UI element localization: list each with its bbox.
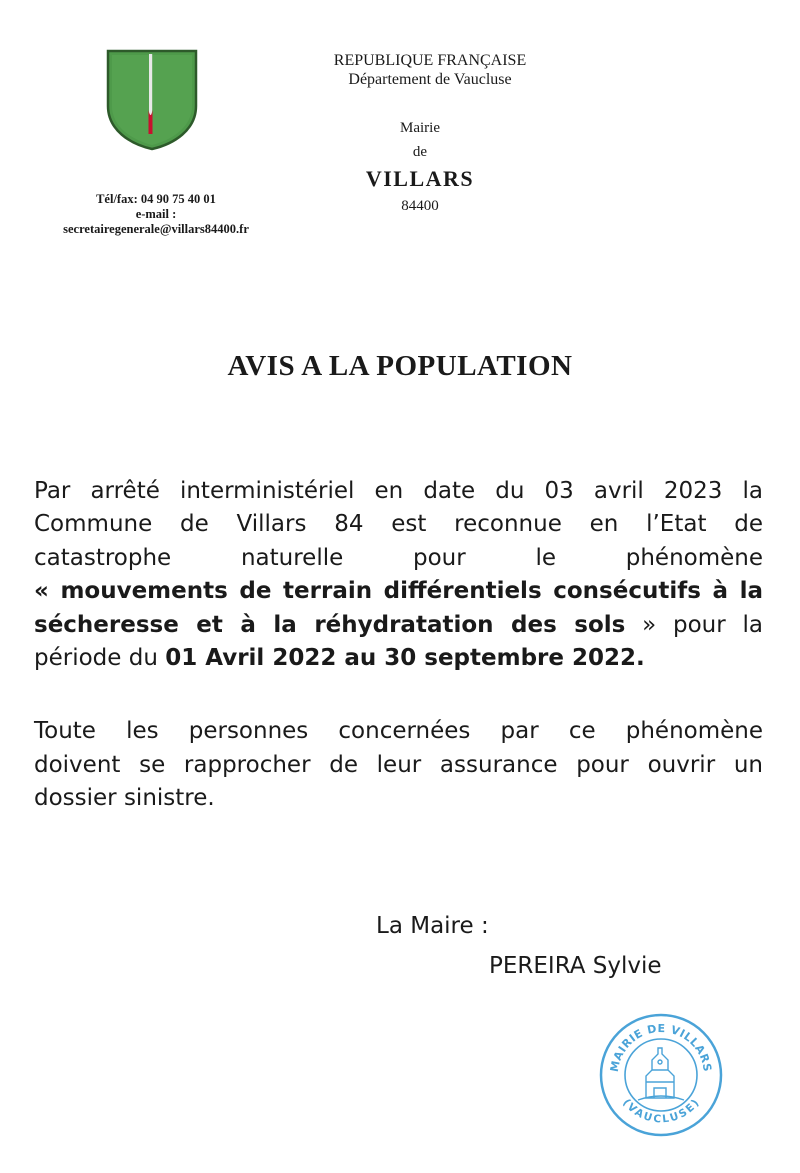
period-label: période du	[34, 645, 166, 672]
de-label: de	[412, 144, 428, 160]
email-label: e-mail :	[135, 207, 177, 221]
mairie-stamp-icon	[598, 1012, 724, 1138]
postal-code: 84400	[401, 198, 439, 214]
notice-body	[34, 475, 763, 816]
signatory-role: La Maire :	[376, 913, 489, 939]
town-name: VILLARS	[365, 166, 475, 191]
paragraph1-line2: Commune de Villars 84 est reconnue en l’Etat de	[34, 511, 763, 538]
contact-block	[40, 192, 272, 237]
mairie-label: Mairie	[400, 120, 440, 136]
notice-title: AVIS A LA POPULATION	[227, 350, 573, 382]
paragraph1-line1: Par arrêté interministériel en date du 03 avril 2023 la	[34, 478, 763, 504]
coat-of-arms-icon	[104, 48, 200, 152]
mairie-block	[340, 116, 500, 218]
paragraph1-line4: « mouvements de terrain différentiels consécutifs à la	[34, 578, 763, 605]
signature-block	[376, 906, 662, 986]
paragraph1-line5	[34, 609, 763, 642]
paragraph2-line3: dossier sinistre.	[34, 785, 215, 812]
period-dates: 01 Avril 2022 au 30 septembre 2022.	[165, 645, 645, 672]
paragraph1-line3: catastrophe naturelle pour le phénomène	[34, 544, 763, 571]
letterhead	[300, 51, 560, 89]
email-address: secretairegenerale@villars84400.fr	[63, 222, 249, 236]
stamp-top-text: MAIRIE DE VILLARS	[607, 1021, 715, 1073]
stamp-bottom-text: (VAUCLUSE)	[620, 1096, 702, 1126]
department-line: Département de Vaucluse	[348, 71, 512, 88]
phenomenon-tail: » pour la	[625, 611, 764, 638]
paragraph1-line6	[34, 642, 763, 675]
paragraph2-line2: doivent se rapprocher de leur assurance pour ouvrir un	[34, 751, 763, 778]
phenomenon-bold: sécheresse et à la réhydratation des sols	[34, 611, 626, 638]
paragraph2-line1: Toute les personnes concernées par ce phénomène	[34, 718, 763, 745]
telfax-line: Tél/fax: 04 90 75 40 01	[96, 192, 216, 206]
signatory-name: PEREIRA Sylvie	[489, 953, 662, 979]
republic-line: REPUBLIQUE FRANÇAISE	[333, 52, 527, 69]
